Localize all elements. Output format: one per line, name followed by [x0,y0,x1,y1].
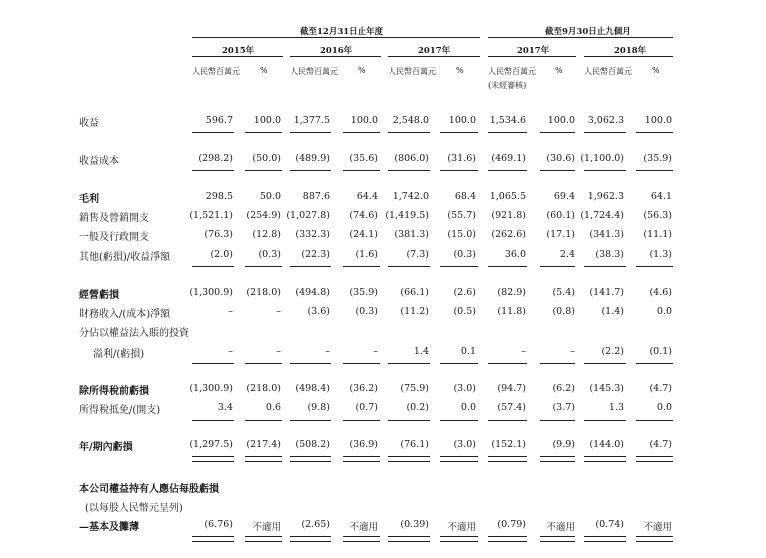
cell-value: (0.1) [649,346,672,357]
cell-value: (0.5) [453,306,476,317]
cell-value: 1.3 [608,402,624,413]
cell-value: (0.2) [406,402,429,413]
cell-rule [540,266,575,267]
double-rule [388,536,430,542]
cell-value: (82.9) [497,287,526,298]
cell-value: (1,300.9) [189,383,233,394]
cell-value: (145.3) [589,383,624,394]
cell-value: (1,300.9) [189,287,233,298]
cell-value: (2.0) [210,249,233,260]
double-rule [290,456,331,462]
cell-value: – [521,346,526,357]
cell-value: (0.79) [497,519,526,530]
row-label-revenue: 收益 [79,118,99,129]
double-rule [540,536,575,542]
cell-value: (494.8) [295,287,330,298]
cell-value: (2.2) [601,346,624,357]
cell-rule [440,363,478,364]
cell-value: (217.4) [246,439,281,450]
cell-value: 36.0 [504,249,526,260]
cell-value: (75.9) [400,383,429,394]
double-rule [440,536,478,542]
cell-value: (6.2) [552,383,575,394]
pct-header: % [358,66,366,75]
row-label-cost-of-revenue: 收益成本 [79,156,119,167]
cell-value: 69.4 [553,191,575,202]
cell-value: 不適用 [447,522,476,533]
cell-value: (144.0) [589,439,624,450]
cell-value: (218.0) [246,287,281,298]
cell-value: – [570,346,575,357]
cell-rule [440,132,478,133]
cell-value: – [276,306,281,317]
cell-value: (74.6) [349,210,378,221]
group-rule-nine-months [488,37,673,38]
cell-value: 3,062.3 [587,115,624,126]
cell-value: (1.3) [649,249,672,260]
cell-value: (1.4) [601,306,624,317]
cell-value: 64.4 [356,191,378,202]
cell-value: (76.3) [204,229,233,240]
cell-value: (254.9) [246,210,281,221]
row-label-eps-header: 本公司權益持有人應佔每股虧損 [79,484,219,495]
year-rule [290,56,381,57]
cell-rule [245,363,282,364]
unit-header: 人民幣百萬元 [584,67,632,76]
cell-value: 100.0 [644,115,672,126]
double-rule [192,456,234,462]
cell-value: (11.2) [400,306,429,317]
unaudited-note: (未經審核) [488,81,527,90]
cell-rule [488,266,527,267]
cell-value: (76.1) [400,439,429,450]
row-label-loss-before-tax: 除所得稅前虧損 [79,386,149,397]
cell-value: (36.2) [349,383,378,394]
cell-rule [290,266,331,267]
cell-rule [245,132,282,133]
cell-value: 596.7 [205,115,233,126]
cell-rule [584,420,626,421]
cell-rule [584,170,626,171]
double-rule [290,536,331,542]
unit-header: 人民幣百萬元 [290,67,338,76]
cell-value: (262.6) [491,229,526,240]
double-rule [440,456,478,462]
cell-value: (94.7) [497,383,526,394]
row-label-gross-profit: 毛利 [79,194,99,205]
cell-value: 887.6 [302,191,330,202]
year-header: 2016年 [320,46,353,56]
cell-rule [388,266,430,267]
double-rule [636,536,673,542]
cell-value: (0.74) [595,519,624,530]
cell-value: (806.0) [394,153,429,164]
cell-rule [636,170,673,171]
cell-value: (0.3) [453,249,476,260]
cell-value: (332.3) [295,229,330,240]
cell-value: (0.39) [400,519,429,530]
cell-value: (7.3) [406,249,429,260]
cell-value: (30.6) [546,153,575,164]
cell-value: (489.9) [295,153,330,164]
cell-value: (0.3) [355,306,378,317]
cell-value: (35.9) [349,287,378,298]
cell-rule [343,363,380,364]
cell-rule [245,266,282,267]
cell-value: (38.3) [595,249,624,260]
cell-value: 2.4 [559,249,575,260]
unit-header: 人民幣百萬元 [488,67,536,76]
cell-value: (1,297.5) [189,439,233,450]
unit-header: 人民幣百萬元 [192,67,240,76]
pct-header: % [456,66,464,75]
cell-value: (0.7) [355,402,378,413]
cell-value: 0.0 [656,402,672,413]
cell-value: (341.3) [589,229,624,240]
cell-value: (11.1) [643,229,672,240]
year-header: 2017年 [418,46,451,56]
cell-value: (22.3) [301,249,330,260]
cell-rule [488,170,527,171]
cell-value: (508.2) [295,439,330,450]
cell-value: 0.6 [265,402,281,413]
cell-value: (2.65) [301,519,330,530]
cell-rule [290,132,331,133]
row-label-basic-diluted: —基本及攤薄 [79,522,139,533]
cell-rule [343,266,380,267]
double-rule [488,456,527,462]
cell-rule [245,170,282,171]
cell-value: – [228,346,233,357]
year-header: 2017年 [517,46,550,56]
cell-value: (4.6) [649,287,672,298]
cell-rule [440,420,478,421]
cell-rule [192,170,234,171]
cell-value: (469.1) [491,153,526,164]
cell-value: (9.8) [307,402,330,413]
cell-value: (298.2) [198,153,233,164]
cell-value: 3.4 [217,402,233,413]
year-rule [388,56,480,57]
unit-header: 人民幣百萬元 [388,67,436,76]
cell-rule [636,363,673,364]
cell-rule [440,266,478,267]
cell-value: (1,027.8) [286,210,330,221]
cell-value: 1,065.5 [489,191,526,202]
cell-value: (35.6) [349,153,378,164]
cell-rule [245,420,282,421]
cell-value: (1,419.5) [385,210,429,221]
cell-value: (152.1) [491,439,526,450]
cell-value: (218.0) [246,383,281,394]
cell-value: 0.0 [656,306,672,317]
pct-header: % [260,66,268,75]
cell-value: 100.0 [253,115,281,126]
cell-value: (2.6) [453,287,476,298]
cell-value: (17.1) [546,229,575,240]
double-rule [388,456,430,462]
cell-value: (498.4) [295,383,330,394]
cell-value: (9.9) [552,439,575,450]
cell-rule [290,363,331,364]
cell-value: 不適用 [546,522,575,533]
double-rule [343,456,380,462]
cell-rule [343,132,380,133]
cell-value: (3.0) [453,383,476,394]
year-rule [584,56,673,57]
cell-rule [540,420,575,421]
cell-rule [192,266,234,267]
cell-value: (141.7) [589,287,624,298]
double-rule [488,536,527,542]
double-rule [343,536,380,542]
cell-value: 68.4 [454,191,476,202]
cell-value: (6.76) [204,519,233,530]
cell-value: (56.3) [643,210,672,221]
cell-value: (55.7) [447,210,476,221]
cell-value: (4.7) [649,383,672,394]
double-rule [245,536,282,542]
double-rule [540,456,575,462]
cell-rule [636,266,673,267]
cell-value: 不適用 [252,522,281,533]
cell-rule [584,266,626,267]
double-rule [636,456,673,462]
cell-value: – [373,346,378,357]
cell-rule [636,132,673,133]
cell-rule [290,170,331,171]
cell-rule [388,132,430,133]
cell-rule [388,420,430,421]
row-label-loss-for-period: 年/期內虧損 [79,442,133,453]
cell-value: 0.1 [460,346,476,357]
cell-value: (0.8) [552,306,575,317]
cell-rule [488,363,527,364]
cell-value: – [228,306,233,317]
cell-value: 1,742.0 [392,191,429,202]
cell-value: 100.0 [448,115,476,126]
cell-value: 100.0 [350,115,378,126]
row-label-operating-loss: 經營虧損 [79,290,119,301]
row-label-eps-unit: (以每股人民幣元呈列) [85,503,183,514]
cell-value: (3.0) [453,439,476,450]
cell-rule [192,363,234,364]
row-label-admin-expenses: 一般及行政開支 [79,232,149,243]
cell-value: (36.9) [349,439,378,450]
cell-value: (1,724.4) [580,210,624,221]
cell-value: 不適用 [643,522,672,533]
cell-value: (12.8) [252,229,281,240]
row-label-share-of-investments: 分佔以權益法入賬的投資 [79,328,189,339]
cell-value: (381.3) [394,229,429,240]
double-rule [245,456,282,462]
cell-value: (66.1) [400,287,429,298]
cell-value: (11.8) [497,306,526,317]
cell-value: 50.0 [259,191,281,202]
cell-value: 不適用 [349,522,378,533]
cell-value: (57.4) [497,402,526,413]
cell-value: (1,100.0) [580,153,624,164]
group-header-nine-months: 截至9月30日止九個月 [545,27,631,37]
cell-rule [540,363,575,364]
cell-rule [388,363,430,364]
cell-value: (24.1) [349,229,378,240]
cell-value: (5.4) [552,287,575,298]
year-rule [192,56,283,57]
cell-rule [192,420,234,421]
cell-value: (35.9) [643,153,672,164]
cell-rule [488,132,527,133]
cell-value: (60.1) [546,210,575,221]
cell-value: – [276,346,281,357]
cell-rule [343,170,380,171]
group-rule-years [192,37,480,38]
cell-value: (50.0) [252,153,281,164]
cell-rule [540,170,575,171]
cell-rule [584,132,626,133]
cell-value: (0.3) [258,249,281,260]
cell-rule [290,420,331,421]
cell-value: 298.5 [205,191,233,202]
cell-value: 0.0 [460,402,476,413]
row-label-finance-income-cost: 財務收入/(成本)淨額 [79,309,171,320]
cell-value: (31.6) [447,153,476,164]
cell-rule [636,420,673,421]
cell-value: (4.7) [649,439,672,450]
pct-header: % [652,66,660,75]
cell-value: 100.0 [547,115,575,126]
cell-value: (3.7) [552,402,575,413]
cell-value: 1,377.5 [293,115,330,126]
cell-rule [192,132,234,133]
cell-value: (3.6) [307,306,330,317]
row-label-income-tax: 所得稅抵免/(開支) [79,405,161,416]
row-label-selling-expenses: 銷售及營銷開支 [79,213,149,224]
row-label-profit-loss: 溢利/(虧損) [93,349,145,360]
cell-value: (15.0) [447,229,476,240]
cell-rule [388,170,430,171]
double-rule [584,456,626,462]
cell-value: (1.6) [355,249,378,260]
cell-value: 1,534.6 [489,115,526,126]
year-rule [488,56,576,57]
double-rule [192,536,234,542]
cell-rule [540,132,575,133]
year-header: 2015年 [222,46,255,56]
cell-value: 2,548.0 [392,115,429,126]
cell-value: 64.1 [650,191,672,202]
pct-header: % [555,66,563,75]
cell-rule [440,170,478,171]
row-label-other-gains-losses: 其他(虧損)/收益淨額 [79,252,171,263]
double-rule [584,536,626,542]
cell-value: (921.8) [491,210,526,221]
cell-value: (1,521.1) [189,210,233,221]
group-header-years: 截至12月31日止年度 [300,27,384,37]
cell-rule [584,363,626,364]
cell-rule [488,420,527,421]
cell-value: 1.4 [413,346,429,357]
year-header: 2018年 [614,46,647,56]
cell-value: 1,962.3 [587,191,624,202]
cell-rule [343,420,380,421]
cell-value: – [325,346,330,357]
